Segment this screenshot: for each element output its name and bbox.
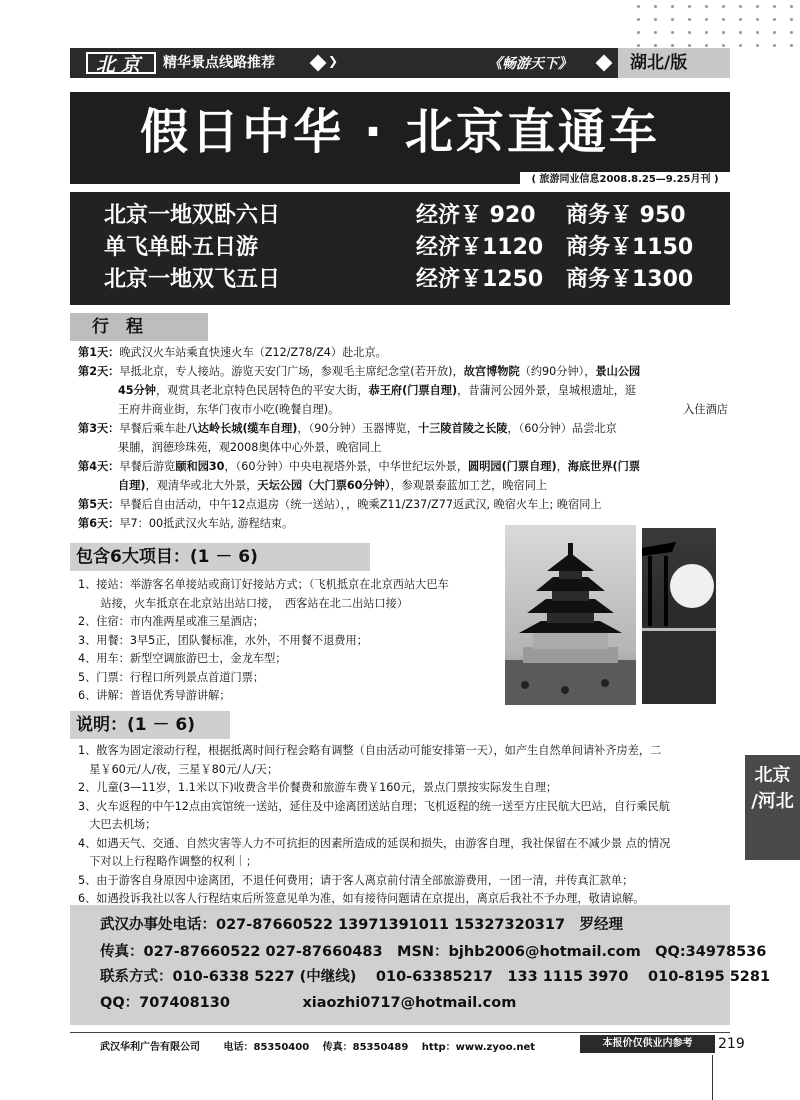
- price-economy: 经济￥1120: [416, 235, 544, 260]
- price-economy: 经济￥1250: [416, 267, 544, 292]
- list-item: 1、接站：举游客名单接站或商订好接站方式；（飞机抵京在北京西站大巴车: [78, 578, 449, 591]
- dot-pattern: [630, 0, 800, 48]
- itinerary-day-2-cont: 45分钟，观赏具老北京特色民居特色的平安大街，恭王府(门票自理)，昔蒲河公园外景，皇城根遗址，逛: [118, 384, 637, 397]
- list-item: 下对以上行程略作调整的权利｜；: [78, 855, 258, 868]
- price-route: 单飞单卧五日游: [104, 235, 259, 260]
- contact-qq-email: QQ：707408130 xiaozhi0717@hotmail.com: [100, 995, 517, 1011]
- footer-fax: 传真：85350489: [322, 1042, 409, 1053]
- list-item: 5、由于游客自身原因中途离团，不退任何费用；请于客人离京前付清全部旅游费用，一团一清，并传真汇款单；: [78, 873, 634, 887]
- itinerary-day-1: 第1天：晚武汉火车站乘直快速火车（Z12/Z78/Z4）赴北京。: [78, 346, 387, 359]
- price-business: 商务￥1300: [566, 267, 694, 292]
- notes-list: [78, 742, 728, 909]
- list-item: 3、用餐：3早5正，团队餐标准，水外，不用餐不退费用；: [78, 633, 368, 647]
- footer-phone: 电话：85350400: [223, 1042, 310, 1053]
- itinerary-day-5: 第5天：早餐后自由活动，中午12点退房（统一送站），，晚乘Z11/Z37/Z77返武汉, 晚宿火车上; 晚宿同上: [78, 498, 602, 511]
- header-city: 北京: [86, 52, 156, 74]
- list-item: 4、用车：新型空调旅游巴士，金龙车型；: [78, 652, 287, 665]
- itinerary-day-4: 第4天：早餐后游览颐和园30，（60分钟）中央电视塔外景，中华世纪坛外景，圆明园(门票自理)，海底世界(门票: [78, 460, 641, 473]
- pavilion-illustration: [642, 528, 716, 704]
- itinerary-day-6: 第6天：早7：00抵武汉火车站, 游程结束。: [78, 517, 294, 530]
- page-title: 假日中华 · 北京直通车: [140, 104, 660, 160]
- includes-list: [78, 576, 508, 706]
- itinerary-day-4-cont: 自理)，观清华或北大外景，天坛公园（大门票60分钟），参观景泰蓝加工艺，晚宿同上: [118, 479, 548, 492]
- footer-web: http：www.zyoo.net: [421, 1042, 536, 1053]
- price-route: 北京一地双卧六日: [104, 203, 281, 228]
- footer-divider: [70, 1032, 730, 1033]
- list-item: 大巴去机场；: [78, 818, 157, 831]
- price-route: 北京一地双飞五日: [104, 267, 281, 292]
- contact-phones: 联系方式：010-6338 5227 (中继线) 010-63385217 133 1115 3970 010-8195 5281: [100, 969, 771, 985]
- price-economy: 经济￥ 920: [416, 203, 536, 228]
- itinerary-day-2: 第2天：早抵北京，专人接站。游览天安门广场，参观毛主席纪念堂(若开放)，故宫博物院（约90分钟），景山公园: [78, 365, 641, 378]
- itinerary-heading: 行 程: [70, 313, 208, 341]
- footer-company: 武汉华利广告有限公司: [100, 1042, 200, 1053]
- header-subtitle: 精华景点线路推荐: [163, 55, 275, 71]
- paper-name: 《畅游天下》: [488, 56, 572, 72]
- region-tab: 北京 /河北: [745, 755, 800, 860]
- list-item: 1、散客为固定滚动行程，根据抵离时间行程会略有调整（自由活动可能安排第一天），如产生自然单间请补齐房差，二: [78, 744, 662, 757]
- page-number: 219: [718, 1036, 745, 1052]
- edition-label: 湖北/版: [618, 48, 730, 78]
- list-item: 2、住宿：市内准两星或准三星酒店；: [78, 615, 265, 628]
- list-item: 2、儿童(3—11岁，1.1米以下)收费含半价餐费和旅游车费￥160元，景点门票按实际发生自理；: [78, 781, 558, 794]
- temple-of-heaven-illustration: [505, 525, 636, 705]
- list-item: 3、火车返程的中午12点由宾馆统一送站，延住及中途离团送站自理；飞机返程的统一送至方庄民航大巴站，自行乘民航: [78, 799, 670, 813]
- chevron-right-icon: ❯: [328, 54, 339, 68]
- itinerary-day-3: 第3天：早餐后乘车赴八达岭长城(缆车自理)，（90分钟）玉器博览，十三陵首陵之长陵，（60分钟）品尝北京: [78, 422, 617, 435]
- notes-heading: 说明：(1 － 6): [70, 711, 230, 739]
- contact-fax-msn: 传真：027-87660522 027-87660483 MSN：bjhb2006@hotmail.com QQ:34978536: [100, 944, 767, 960]
- issue-info: ( 旅游同业信息2008.8.25—9.25月刊 ): [520, 172, 730, 188]
- price-business: 商务￥ 950: [566, 203, 686, 228]
- footer-note: 本报价仅供业内参考: [580, 1035, 715, 1053]
- includes-heading: 包含6大项目：(1 － 6): [70, 543, 370, 571]
- contact-office-phone: 武汉办事处电话：027-87660522 13971391011 15327320317 罗经理: [100, 917, 624, 933]
- list-item: 4、如遇天气、交通、自然灾害等人力不可抗拒的因素所造成的延误和损失，由游客自理，我社保留在不减少景 点的情况: [78, 836, 671, 850]
- footer-info: [100, 1038, 535, 1053]
- pavilion-sunset-photo: [642, 528, 716, 704]
- itinerary-day-2-cont: 王府井商业街，东华门夜市小吃(晚餐自理)。 入住酒店: [118, 403, 728, 416]
- list-item: 6、如遇投诉我社以客人行程结束后所签意见单为准，如有接待问题请在京提出，离京后我社不予办理，敬请谅解。: [78, 892, 645, 905]
- itinerary-day-3-cont: 果脯，润德珍珠苑，观2008奥体中心外景，晚宿同上: [118, 441, 382, 454]
- list-item: 5、门票：行程口所列景点首道门票；: [78, 670, 265, 684]
- list-item: 6、讲解：普语优秀导游讲解；: [78, 689, 231, 702]
- temple-of-heaven-photo: [505, 525, 636, 705]
- margin-line: [712, 1055, 713, 1100]
- list-item: 站接，火车抵京在北京站出站口接， 西客站在北二出站口接）: [78, 596, 409, 610]
- price-business: 商务￥1150: [566, 235, 694, 260]
- list-item: 星￥60元/人/夜，三星￥80元/人/天；: [78, 762, 279, 776]
- itinerary-body: [78, 343, 728, 533]
